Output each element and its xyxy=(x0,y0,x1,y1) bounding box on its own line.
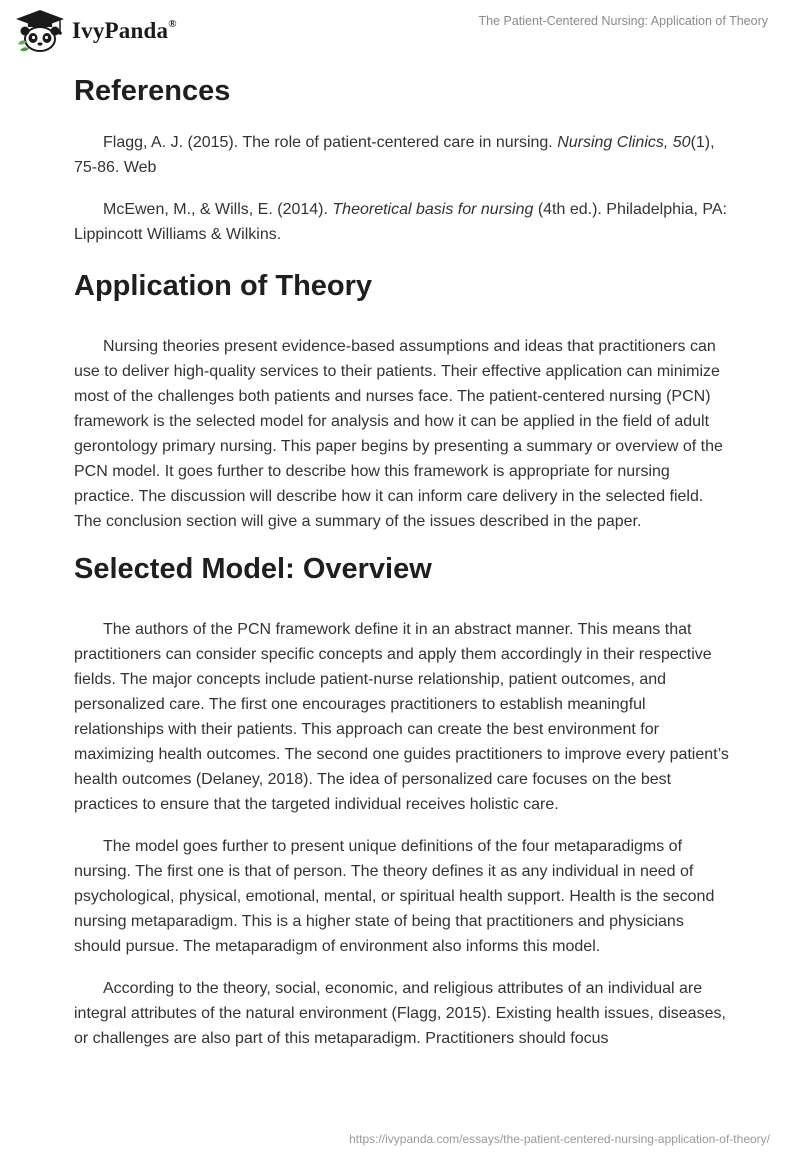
panda-graduate-icon xyxy=(14,8,66,54)
body-paragraph: The authors of the PCN framework define it in an abstract manner. This means that practitioners can consider specific concepts and apply them accordingly in their respective fields. The major concepts include patient-nurse relationship, patient outcomes, and personalized care. The first one encourages practitioners to establish meaningful relationships with their patients. This approach can create the best environment for maximizing health outcomes. The second one guides practitioners to improve every patient’s health outcomes (Delaney, 2018). The idea of personalized care focuses on the best practices to ensure that the targeted individual receives holistic care. xyxy=(74,621,729,813)
source-url[interactable]: https://ivypanda.com/essays/the-patient-centered-nursing-application-of-theory/ xyxy=(349,1132,770,1146)
document-title: The Patient-Centered Nursing: Application of Theory xyxy=(478,14,768,28)
logo[interactable] xyxy=(14,8,177,54)
document-body xyxy=(74,68,734,1051)
body-paragraph: The model goes further to present unique definitions of the four metaparadigms of nursing. The first one is that of person. The theory defines it as any individual in need of psychological, physical, emotional, mental, or spiritual health support. Health is the second nursing metaparadigm. This is a higher state of being that practitioners and physicians should pursue. The metaparadigm of environment also informs this model. xyxy=(74,838,715,955)
application-section xyxy=(74,334,734,534)
selected-model-section xyxy=(74,617,734,1051)
page-header xyxy=(0,0,800,62)
reference-item: McEwen, M., & Wills, E. (2014). Theoretical basis for nursing (4th ed.). Philadelphia, PA: Lippincott Williams & Wilkins. xyxy=(74,201,727,243)
brand-name: IvyPanda® xyxy=(72,18,177,43)
references-list xyxy=(74,130,734,247)
references-heading: References xyxy=(74,75,231,107)
body-paragraph: According to the theory, social, economic, and religious attributes of an individual are integral attributes of the natural environment (Flagg, 2015). Existing health issues, diseases, or challenges are also part of this metaparadigm. Practitioners should focus xyxy=(74,980,726,1047)
selected-model-heading: Selected Model: Overview xyxy=(74,553,432,585)
reference-item: Flagg, A. J. (2015). The role of patient-centered care in nursing. Nursing Clinics, 50(1), 75-86. Web xyxy=(74,134,715,176)
body-paragraph: Nursing theories present evidence-based assumptions and ideas that practitioners can use to deliver high-quality services to their patients. Their effective application can minimize most of the challenges both patients and nurses face. The patient-centered nursing (PCN) framework is the selected model for analysis and how it can be applied in the field of adult gerontology primary nursing. This paper begins by presenting a summary or overview of the PCN model. It goes further to describe how this framework is appropriate for nursing practice. The discussion will describe how it can inform care delivery in the selected field. The conclusion section will give a summary of the issues described in the paper. xyxy=(74,338,723,530)
application-heading: Application of Theory xyxy=(74,270,373,302)
